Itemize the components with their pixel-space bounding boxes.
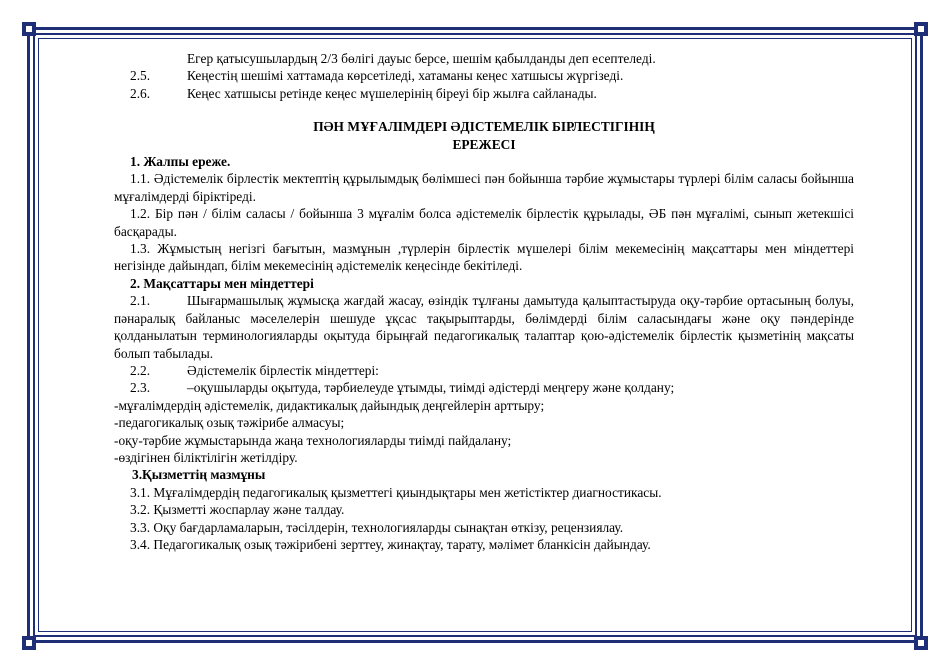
item-number: 2.6. [130, 85, 151, 101]
title-line-1: ПӘН МҰҒАЛІМДЕРІ ӘДІСТЕМЕЛІК БІРЛЕСТІГІНІҢ [313, 119, 655, 135]
border-corner-ornament [22, 22, 36, 36]
item-text: Кеңес хатшысы ретінде кеңес мүшелерінің біреуі бір жылға сайланады. [187, 85, 597, 101]
title-line-2: ЕРЕЖЕСІ [452, 136, 516, 152]
list-item: -мұғалімдердің әдістемелік, дидактикалық дайындық деңгейлерін арттыру; [114, 397, 545, 413]
document-title [114, 118, 854, 153]
paragraph-2-3 [114, 379, 854, 396]
paragraph-2-1 [114, 292, 854, 362]
item-number: 2.3. [130, 380, 151, 396]
item-text: Әдістемелік бірлестік міндеттері: [187, 362, 379, 378]
border-corner-ornament [22, 636, 36, 650]
list-item: -педагогикалық озық тәжірибе алмасуы; [114, 415, 345, 431]
paragraph-1-1: 1.1. Әдістемелік бірлестік мектептің құрылымдық бөлімшесі пән бойынша тәрбие жұмыстары түрлері білім саласы бойынша мұғалімдерді біріктіреді. [114, 171, 854, 204]
item-number: 2.5. [130, 68, 151, 84]
intro-line: Егер қатысушылардың 2/3 бөлігі дауыс берсе, шешім қабылданды деп есептеледі. [187, 51, 656, 66]
border-corner-ornament [914, 636, 928, 650]
list-item: -оқу-тәрбие жұмыстарында жаңа технологияларды тиімді пайдалану; [114, 432, 512, 448]
document-body [114, 50, 854, 553]
item-2-5 [114, 67, 854, 84]
section-1-heading: 1. Жалпы ереже. [130, 154, 231, 170]
item-number: 2.2. [130, 362, 151, 378]
section-2-heading: 2. Мақсаттары мен міндеттері [130, 275, 314, 291]
item-text: –оқушыларды оқытуда, тәрбиелеуде ұтымды, тиімді әдістерді меңгеру және қолдану; [187, 380, 675, 396]
paragraph-2-2 [114, 362, 854, 379]
list-item: 3.2. Қызметті жоспарлау және талдау. [130, 502, 345, 518]
border-corner-ornament [914, 22, 928, 36]
list-item: -өздігінен біліктілігін жетілдіру. [114, 449, 298, 465]
item-text: Кеңестің шешімі хаттамада көрсетіледі, хатаманы кеңес хатшысы жүргізеді. [187, 68, 624, 84]
item-number: 2.1. [130, 293, 151, 309]
item-text: Шығармашылық жұмысқа жағдай жасау, өзіндік тұлғаны дамытуда қалыптастыруда оқу-тәрбие ортасының болуы, пәнаралық байланыс мәселелерін шешуде ұқсас тақырыптарды, бөлімдерді білім саласындағы және оқу пәндерінде қолданылатын терминологияларды оқытуда бірыңғай педагогикалық талаптар қою-әдістемелік бірлестік қызметінің мақсаты болып табылады. [114, 293, 854, 361]
section-3-heading: 3.Қызметтің мазмұны [132, 467, 266, 483]
paragraph-1-2: 1.2. Бір пән / білім саласы / бойынша 3 мұғалім болса әдістемелік бірлестік құрылады, ӘБ пән мұғалімі, сынып жетекшісі басқарады. [114, 206, 854, 239]
paragraph-1-3: 1.3. Жұмыстың негізгі бағытын, мазмұнын ,түрлерін бірлестік мүшелері білім мекемесінің мақсаттары мен міндеттері негізінде дайындап, білім мекемесінің әдістемелік кеңесінде бекітіледі. [114, 241, 854, 274]
list-item: 3.1. Мұғалімдердің педагогикалық қызметтегі қиындықтары мен жетістіктер диагностикасы. [130, 484, 662, 500]
list-item: 3.4. Педагогикалық озық тәжірибені зерттеу, жинақтау, тарату, мәлімет бланкісін дайындау. [130, 536, 651, 552]
list-item: 3.3. Оқу бағдарламаларын, тәсілдерін, технологияларды сынақтан өткізу, рецензиялау. [130, 519, 624, 535]
item-2-6 [114, 85, 854, 102]
